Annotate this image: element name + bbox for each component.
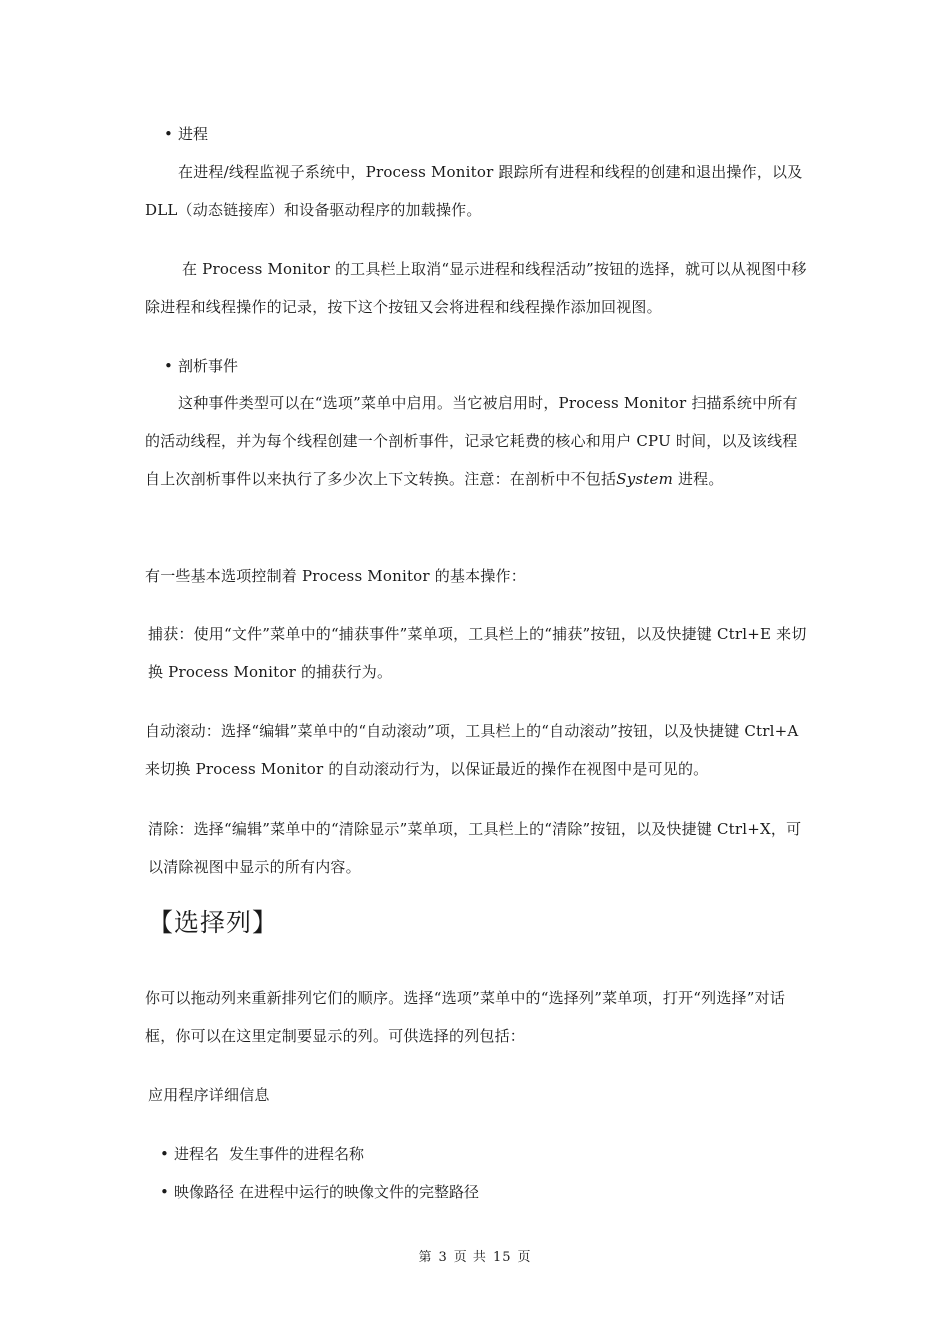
paragraph-process-monitoring: 在进程/线程监视子系统中，Process Monitor 跟踪所有进程和线程的创建和退出操作，以及 DLL（动态链接库）和设备驱动程序的加载操作。 (145, 163, 803, 219)
page-number: 3 (438, 1250, 448, 1265)
profiling-text: 这种事件类型可以在“选项”菜单中启用。当它被启用时，Process Monitor 扫描系统中所有的活动线程，并为每个线程创建一个剖析事件，记录它耗费的核心和用户 CPU 时间，以及该线程自上次剖析事件以来执行了多少次上下文转换。注意：在剖析中不包括 (145, 394, 798, 488)
total-pages: 15 (492, 1250, 512, 1265)
column-description: 发生事件的进程名称 (229, 1145, 365, 1163)
footer-middle: 页 共 (453, 1250, 487, 1265)
paragraph-clear: 清除：选择“编辑”菜单中的“清除显示”菜单项，工具栏上的“清除”按钮，以及快捷键 Ctrl+X，可以清除视图中显示的所有内容。 (148, 820, 802, 876)
bullet-icon: • (164, 125, 173, 143)
paragraph-basic-options-intro: 有一些基本选项控制着 Process Monitor 的基本操作： (145, 567, 526, 585)
bullet-item-label: 进程 (178, 125, 209, 143)
footer-suffix: 页 (517, 1250, 532, 1265)
bullet-icon: • (160, 1183, 169, 1201)
system-process-term: System (616, 470, 673, 488)
paragraph-select-columns: 你可以拖动列来重新排列它们的顺序。选择“选项”菜单中的“选择列”菜单项，打开“列选择”对话框，你可以在这里定制要显示的列。可供选择的列包括： (145, 989, 786, 1045)
list-item (160, 1142, 364, 1166)
page-footer (0, 1248, 950, 1268)
bullet-item-process (164, 122, 208, 146)
column-description: 在进程中运行的映像文件的完整路径 (239, 1183, 480, 1201)
subheading-application-details: 应用程序详细信息 (148, 1086, 270, 1104)
bullet-item-profiling (164, 354, 238, 378)
bullet-icon: • (160, 1145, 169, 1163)
bullet-icon: • (164, 357, 173, 375)
profiling-text-end: 进程。 (673, 470, 724, 488)
column-name: 映像路径 (174, 1183, 235, 1201)
paragraph-capture: 捕获：使用“文件”菜单中的“捕获事件”菜单项，工具栏上的“捕获”按钮，以及快捷键 Ctrl+E 来切换 Process Monitor 的捕获行为。 (148, 625, 807, 681)
list-item (160, 1180, 479, 1204)
paragraph-toolbar-toggle: 在 Process Monitor 的工具栏上取消“显示进程和线程活动”按钮的选择，就可以从视图中移除进程和线程操作的记录，按下这个按钮又会将进程和线程操作添加回视图。 (145, 260, 807, 316)
paragraph-autoscroll: 自动滚动：选择“编辑”菜单中的“自动滚动”项，工具栏上的“自动滚动”按钮，以及快捷键 Ctrl+A 来切换 Process Monitor 的自动滚动行为，以保证最近的操作在视图中是可见的。 (145, 722, 799, 778)
section-heading: 【选择列】 (148, 908, 279, 937)
column-name: 进程名 (174, 1145, 220, 1163)
paragraph-profiling-events (145, 384, 810, 498)
footer-prefix: 第 (418, 1250, 433, 1265)
bullet-item-label: 剖析事件 (178, 357, 239, 375)
